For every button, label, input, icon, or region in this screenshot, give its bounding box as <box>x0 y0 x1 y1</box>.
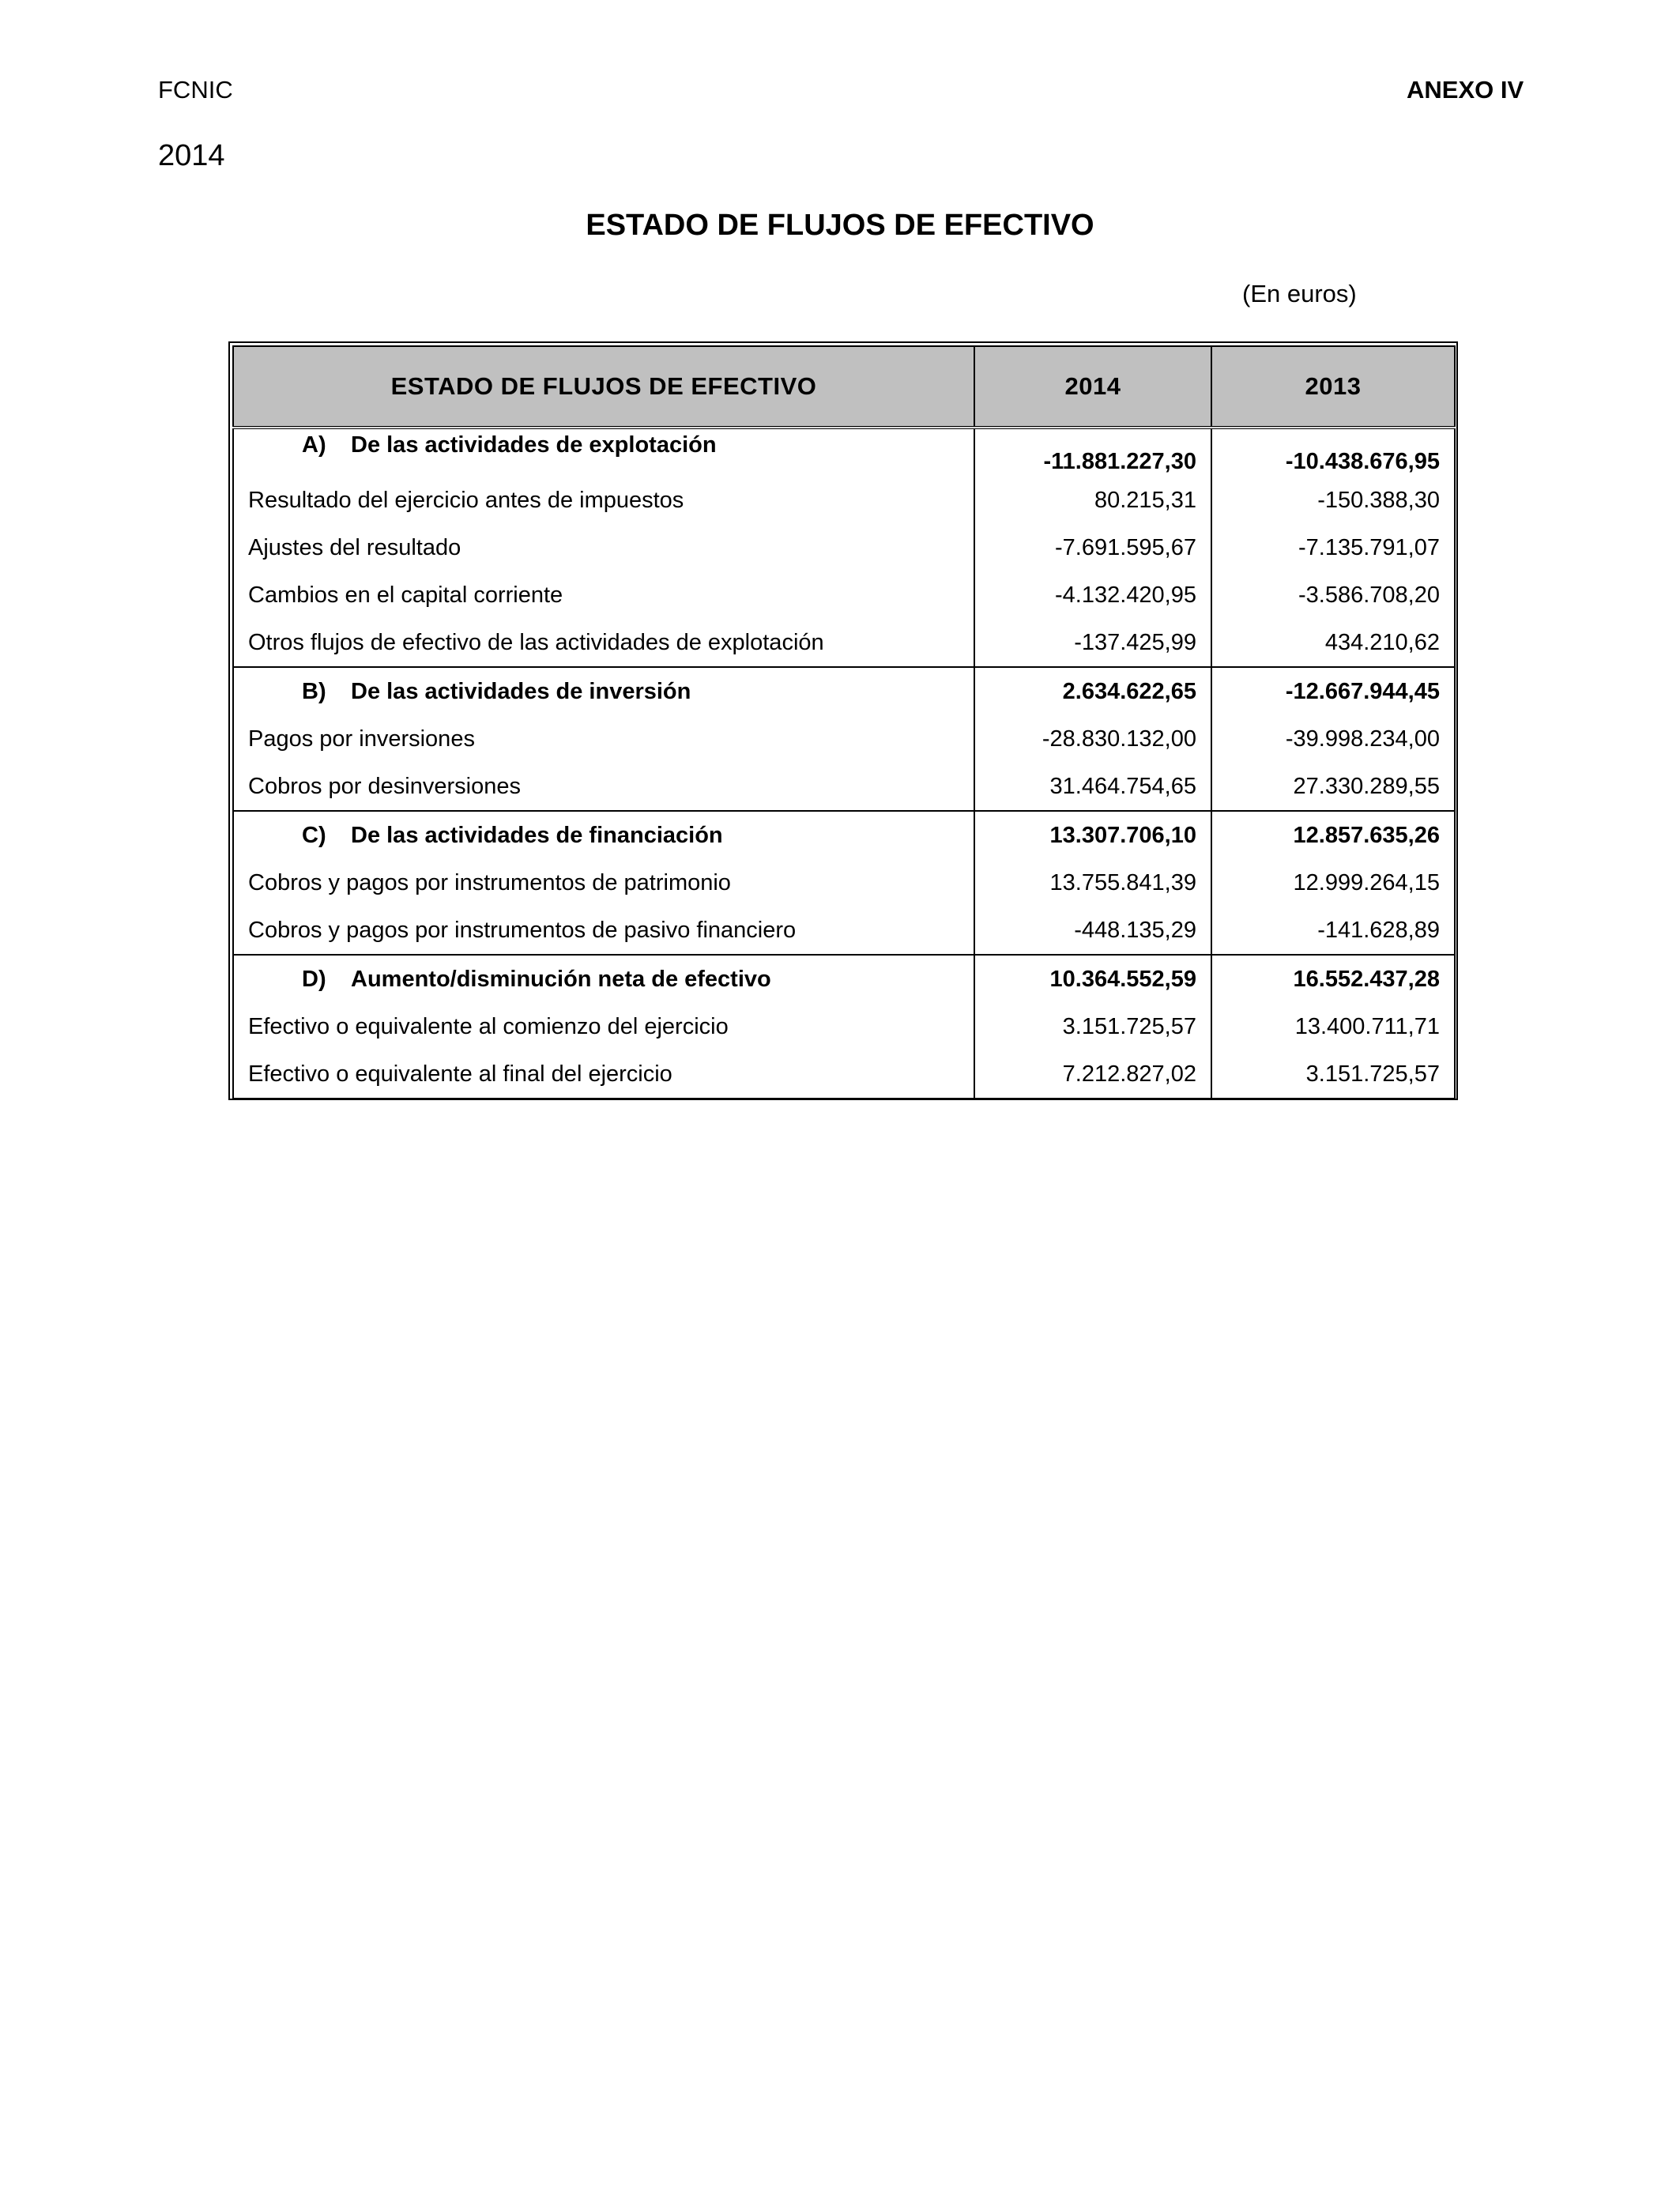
row-label: Pagos por inversiones <box>233 715 974 763</box>
section-row-d <box>233 955 1455 1003</box>
row-label: Cobros y pagos por instrumentos de patrimonio <box>233 859 974 907</box>
section-label <box>233 667 974 715</box>
row-value-2014: 31.464.754,65 <box>974 763 1211 811</box>
table-row <box>233 1050 1455 1099</box>
row-value-2013: -39.998.234,00 <box>1285 726 1440 752</box>
row-label: Cobros y pagos por instrumentos de pasivo financiero <box>233 907 974 955</box>
row-value-2014: -137.425,99 <box>974 619 1211 667</box>
row-value-2013: 12.999.264,15 <box>1293 869 1440 895</box>
section-title: De las actividades de explotación <box>351 432 717 458</box>
row-value-2014: -28.830.132,00 <box>974 715 1211 763</box>
section-total-2013: 12.857.635,26 <box>1293 822 1440 848</box>
row-value-2013: 27.330.289,55 <box>1211 763 1455 811</box>
row-value-2013: 13.400.711,71 <box>1294 1013 1440 1039</box>
row-label: Resultado del ejercicio antes de impuestos <box>233 477 974 524</box>
section-total-2014: 10.364.552,59 <box>974 955 1211 1003</box>
section-row-c <box>233 811 1455 859</box>
row-label: Ajustes del resultado <box>233 524 974 571</box>
table-row <box>233 524 1455 571</box>
section-letter: C) <box>302 822 326 848</box>
section-total-2013: 16.552.437,28 <box>1293 966 1440 992</box>
table-row <box>233 1003 1455 1050</box>
table-row <box>233 477 1455 524</box>
row-label: Efectivo o equivalente al final del ejercicio <box>233 1050 974 1099</box>
row-value-2014: 3.151.725,57 <box>974 1003 1211 1050</box>
row-value-2013: -150.388,30 <box>1317 487 1440 513</box>
section-title: De las actividades de financiación <box>351 822 723 848</box>
row-value-2014: -7.691.595,67 <box>974 524 1211 571</box>
units-note: (En euros) <box>1242 280 1357 307</box>
section-total-2013: -10.438.676,95 <box>1285 449 1440 474</box>
table-row <box>233 619 1455 667</box>
row-value-2013: -3.586.708,20 <box>1298 582 1440 608</box>
table-row <box>233 763 1455 811</box>
row-value-2013: 434.210,62 <box>1211 619 1455 667</box>
row-label: Efectivo o equivalente al comienzo del ejercicio <box>233 1003 974 1050</box>
table-row <box>233 715 1455 763</box>
section-title: De las actividades de inversión <box>351 678 691 704</box>
table-header-row <box>233 346 1455 428</box>
column-header-2013: 2013 <box>1211 346 1455 428</box>
row-value-2014: -4.132.420,95 <box>974 571 1211 619</box>
row-value-2014: -448.135,29 <box>974 907 1211 955</box>
section-row-b <box>233 667 1455 715</box>
table-row <box>233 571 1455 619</box>
page-title: ESTADO DE FLUJOS DE EFECTIVO <box>586 209 1094 242</box>
section-total-2013: -12.667.944,45 <box>1285 678 1440 704</box>
organization-name: FCNIC <box>158 76 233 104</box>
column-header-concept: ESTADO DE FLUJOS DE EFECTIVO <box>233 346 974 428</box>
row-value-2013: 3.151.725,57 <box>1305 1061 1440 1087</box>
section-label <box>233 428 974 477</box>
cash-flow-table-frame <box>228 341 1458 1100</box>
section-label <box>233 955 974 1003</box>
section-title: Aumento/disminución neta de efectivo <box>351 966 771 992</box>
report-year: 2014 <box>158 139 225 172</box>
table-row <box>233 859 1455 907</box>
section-letter: A) <box>302 432 326 458</box>
row-label: Cobros por desinversiones <box>233 763 974 811</box>
row-value-2013: -141.628,89 <box>1211 907 1455 955</box>
row-value-2013: -7.135.791,07 <box>1298 534 1440 560</box>
row-label: Otros flujos de efectivo de las actividades de explotación <box>233 619 974 667</box>
row-value-2014: 80.215,31 <box>974 477 1211 524</box>
row-value-2014: 7.212.827,02 <box>974 1050 1211 1099</box>
section-total-2014: -11.881.227,30 <box>974 428 1211 477</box>
row-label: Cambios en el capital corriente <box>233 571 974 619</box>
column-header-2014: 2014 <box>974 346 1211 428</box>
table-row <box>233 907 1455 955</box>
section-label <box>233 811 974 859</box>
annex-label: ANEXO IV <box>1407 76 1524 104</box>
row-value-2014: 13.755.841,39 <box>974 859 1211 907</box>
section-total-2014: 13.307.706,10 <box>974 811 1211 859</box>
section-total-2014: 2.634.622,65 <box>974 667 1211 715</box>
section-row-a <box>233 428 1455 477</box>
section-letter: D) <box>302 966 326 992</box>
section-letter: B) <box>302 678 326 704</box>
cash-flow-table <box>232 345 1456 1099</box>
